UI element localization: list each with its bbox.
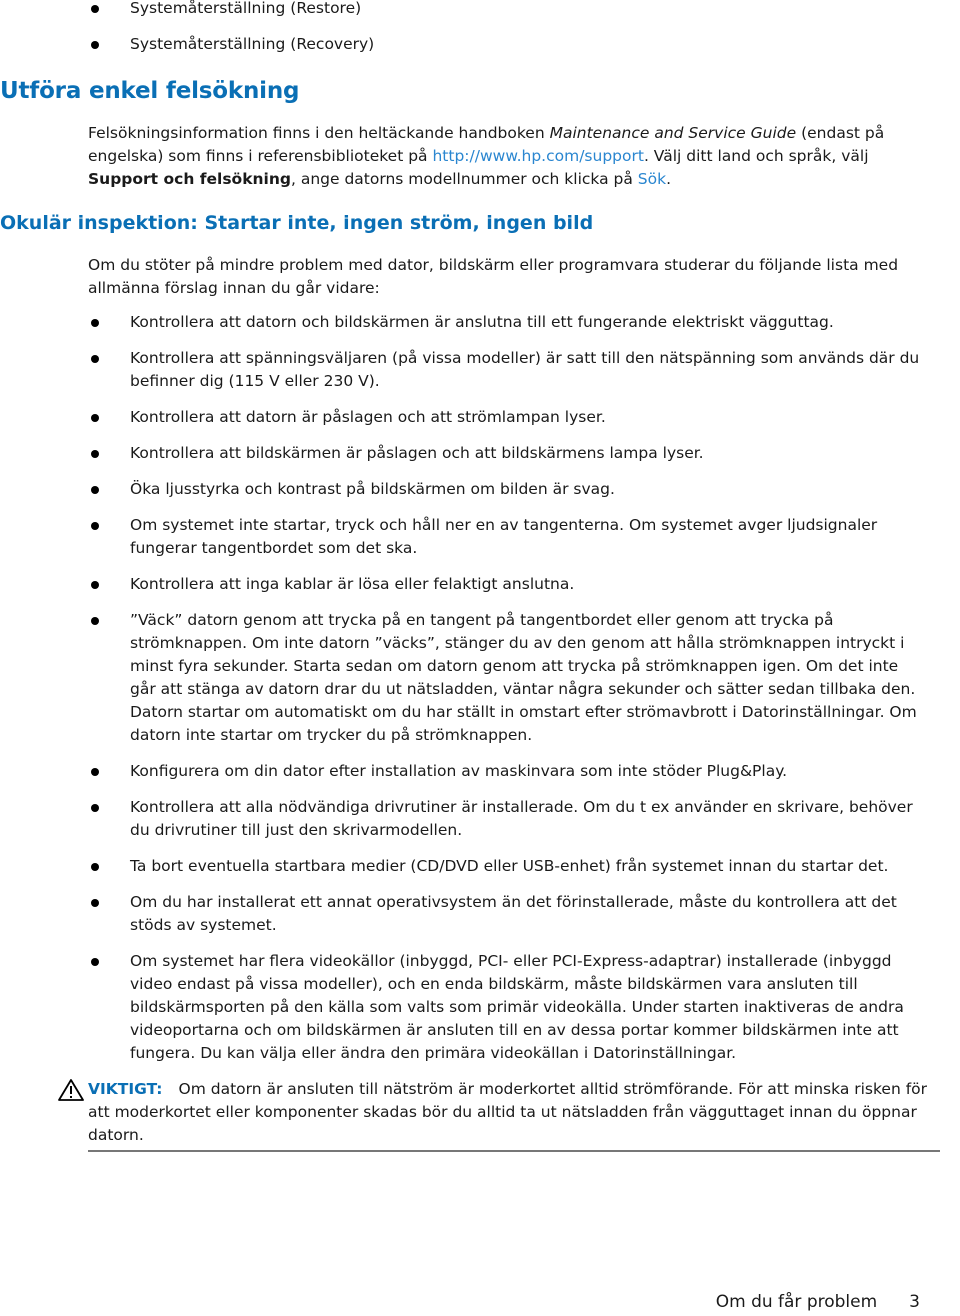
list-item-text: Om systemet inte startar, tryck och håll ner en av tangenterna. Om systemet avger ljudsignaler fungerar tangentbordet som det ska. <box>130 516 878 557</box>
page-number: 3 <box>909 1292 920 1312</box>
lead-paragraph: Om du stöter på mindre problem med dator, bildskärm eller programvara studerar du följande lista med allmänna förslag innan du går vidare: <box>88 256 899 297</box>
page-footer <box>716 1292 920 1312</box>
list-item-text: Kontrollera att alla nödvändiga drivrutiner är installerade. Om du t ex använder en skrivare, behöver du drivrutiner till just den skrivarmodellen. <box>130 798 913 839</box>
list-item-text: ”Väck” datorn genom att trycka på en tangent på tangentbordet eller genom att trycka på strömknappen. Om inte datorn ”väcks”, stänger du av den genom att hålla strömknappen intryckt i minst fyra sekunder. Starta sedan om datorn genom att trycka på strömknappen igen. Om det inte går att stänga av datorn drar du ut nätsladden, väntar några sekunder och sätter sedan tillbaka den. Datorn startar om automatiskt om du har ställt in omstart efter strömavbrott i Datorinställningar. Om datorn inte startar om trycker du på strömknappen. <box>130 611 917 744</box>
list-item-text: Kontrollera att inga kablar är lösa eller felaktigt anslutna. <box>130 575 575 593</box>
list-item-text: Systemåterställning (Recovery) <box>130 35 375 53</box>
intro-text: Felsökningsinformation finns i den heltäckande handboken <box>88 124 550 142</box>
section-title: Utföra enkel felsökning <box>0 78 300 104</box>
bullet-icon <box>91 804 99 812</box>
bullet-icon <box>91 319 99 327</box>
list-item <box>0 950 960 1065</box>
list-item-text: Om du har installerat ett annat operativsystem än det förinstallerade, måste du kontrollera att det stöds av systemet. <box>130 893 897 934</box>
bullet-icon <box>91 899 99 907</box>
bullet-icon <box>91 768 99 776</box>
list-item <box>0 796 960 842</box>
list-item-text: Kontrollera att datorn är påslagen och att strömlampan lyser. <box>130 408 606 426</box>
important-notice <box>88 1078 940 1152</box>
bullet-icon <box>91 5 99 13</box>
bullet-icon <box>91 522 99 530</box>
bullet-icon <box>91 450 99 458</box>
bullet-icon <box>91 41 99 49</box>
bullet-icon <box>91 355 99 363</box>
list-item <box>0 347 960 393</box>
search-label: Sök <box>637 170 667 188</box>
list-item-text: Öka ljusstyrka och kontrast på bildskärmen om bilden är svag. <box>130 480 615 498</box>
list-item <box>0 514 960 560</box>
list-item <box>0 855 960 878</box>
bullet-icon <box>91 863 99 871</box>
list-item <box>0 760 960 783</box>
list-item <box>0 0 960 20</box>
list-item <box>0 33 960 56</box>
subsection-title: Okulär inspektion: Startar inte, ingen ström, ingen bild <box>0 212 594 234</box>
chapter-title: Om du får problem <box>715 1292 878 1312</box>
intro-text: (endast på engelska) som finns i referensbiblioteket på <box>88 124 885 165</box>
list-item <box>0 442 960 465</box>
intro-paragraph <box>88 122 938 191</box>
support-label: Support och felsökning <box>88 170 291 188</box>
list-item <box>0 311 960 334</box>
list-item-text: Kontrollera att datorn och bildskärmen är anslutna till ett fungerande elektriskt vägguttag. <box>130 313 834 331</box>
list-item-text: Systemåterställning (Restore) <box>130 0 362 17</box>
intro-text: , ange datorns modellnummer och klicka på <box>290 170 638 188</box>
list-item <box>0 891 960 937</box>
list-item-text: Ta bort eventuella startbara medier (CD/DVD eller USB-enhet) från systemet innan du startar det. <box>130 857 889 875</box>
top-bullet-list <box>0 0 960 56</box>
notice-label: VIKTIGT: <box>88 1080 163 1098</box>
list-item-text: Om systemet har flera videokällor (inbyggd, PCI- eller PCI-Express-adaptrar) installerade (inbyggd video endast på vissa modeller), och en enda bildskärm, måste bildskärmen vara ansluten till bildskärmsporten på den källa som valts som primär videokälla. Under starten inaktiveras de andra videoportarna och om bildskärmen är ansluten till en av dessa portar kommer bildskärmen inte att fungera. Du kan välja eller ändra den primära videokällan i Datorinställningar. <box>130 952 904 1062</box>
bullet-icon <box>91 958 99 966</box>
list-item <box>0 609 960 747</box>
guide-title: Maintenance and Service Guide <box>549 124 797 142</box>
list-item-text: Kontrollera att bildskärmen är påslagen och att bildskärmens lampa lyser. <box>130 444 704 462</box>
list-item <box>0 573 960 596</box>
list-item-text: Kontrollera att spänningsväljaren (på vissa modeller) är satt till den nätspänning som används där du befinner dig (115 V eller 230 V). <box>130 349 920 390</box>
warning-triangle-icon <box>58 1079 84 1101</box>
list-item <box>0 478 960 501</box>
intro-text: . Välj ditt land och språk, välj <box>643 147 869 165</box>
notice-text: Om datorn är ansluten till nätström är moderkortet alltid strömförande. För att minska risken för att moderkortet eller komponenter skadas bör du alltid ta ut nätsladden från vägguttaget innan du öppnar datorn. <box>88 1080 928 1144</box>
intro-text: . <box>666 170 672 188</box>
bullet-icon <box>91 414 99 422</box>
bullet-icon <box>91 617 99 625</box>
checklist <box>0 311 960 1078</box>
list-item <box>0 406 960 429</box>
bullet-icon <box>91 486 99 494</box>
bullet-icon <box>91 581 99 589</box>
list-item-text: Konfigurera om din dator efter installation av maskinvara som inte stöder Plug&Play. <box>130 762 788 780</box>
support-link[interactable]: http://www.hp.com/support <box>432 147 644 165</box>
